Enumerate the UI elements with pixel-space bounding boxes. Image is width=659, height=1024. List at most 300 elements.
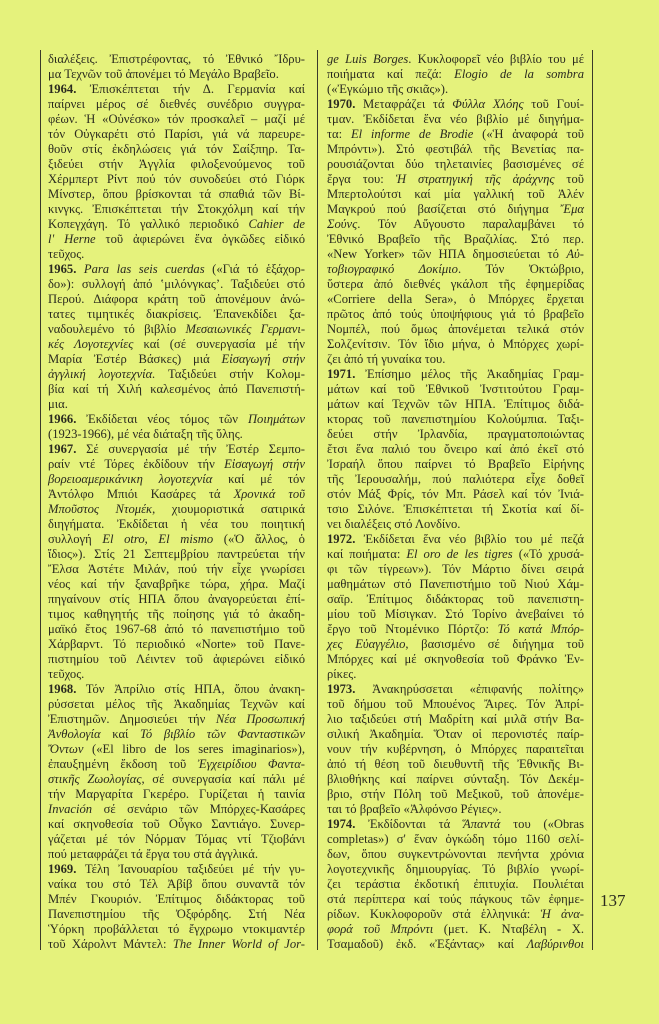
text-line — [48, 187, 305, 202]
text-segment: καί (σέ συνεργασία μέ τήν — [133, 337, 305, 351]
text-segment: ξιδεύει στήν Ἀγγλία φιλοξενούμενος τοῦ — [48, 157, 305, 171]
text-segment: Σολζενίτσιν. Τόν ἴδιο μήνα, ὁ Μπόρχες χωρί- — [327, 337, 584, 351]
text-segment: διηγήματα. Ἐκδίδεται ἡ νέα του ποιητική — [48, 517, 305, 531]
italic-title: Ὄντων — [48, 742, 84, 756]
text-line — [327, 742, 584, 757]
text-segment: (1923-1966), μέ νέα διάταξη τῆς ὕλης. — [48, 427, 243, 441]
text-line — [48, 877, 305, 892]
text-segment: Μίνστερ, ὅπου βρίσκονται τά σπαθιά τῶν Βί- — [48, 187, 305, 201]
text-segment: ποιήματα καί πεζά: — [327, 67, 455, 81]
italic-title: βορειοαμερικάνικη λογοτεχνία — [48, 472, 213, 486]
text-line — [48, 247, 305, 262]
text-segment: Τέλη Ἰανουαρίου ταξιδεύει μέ τήν γυ- — [76, 862, 305, 876]
text-line — [48, 292, 305, 307]
text-line — [48, 307, 305, 322]
text-line — [327, 667, 584, 682]
page-number: 137 — [600, 891, 626, 910]
text-segment: ρίκες. — [327, 667, 357, 681]
italic-title: χες Εὐαγγέλιο — [327, 637, 406, 651]
italic-title: στικῆς Ζωολογίας — [48, 772, 142, 786]
paragraph — [48, 52, 305, 82]
text-line — [327, 487, 584, 502]
text-segment: ἐπαυξημένη ἔκδοση τοῦ — [48, 757, 198, 771]
text-segment: μαϊκό ἔτος 1967-68 ἀπό τό πανεπιστήμιο τοῦ — [48, 622, 305, 636]
text-line — [48, 922, 305, 937]
text-line — [48, 457, 305, 472]
text-line — [327, 907, 584, 922]
text-line — [48, 637, 305, 652]
italic-title: Νέα Προσωπική — [215, 712, 305, 726]
text-segment: δων, ὅπου συγκεντρώνονται πενήντα χρόνια — [327, 847, 584, 861]
text-segment — [76, 262, 84, 276]
italic-title: El otro, El mismo — [102, 532, 214, 546]
italic-title: El informe de Brodie — [350, 127, 474, 141]
text-segment: Τόν Ἀπρίλιο στίς ΗΠΑ, ὅπου ἀνακη- — [76, 682, 305, 696]
text-segment: ραίν ντέ Τόρες ἐκδίδουν τήν — [48, 457, 225, 471]
text-line — [327, 577, 584, 592]
italic-title: Μεσαιωνικές Γερμανι- — [185, 322, 306, 336]
text-segment: δο»): συλλογή ἀπό ‛μιλόνγκας’. Ταξιδεύει στό — [48, 277, 305, 291]
text-line — [48, 442, 305, 457]
text-line — [48, 382, 305, 397]
text-segment: τοῦ Χάρολντ Μάντελ: — [48, 937, 173, 951]
italic-title: l' Herne — [48, 232, 96, 246]
italic-title: The Inner World of Jor- — [172, 937, 305, 951]
text-line — [48, 322, 305, 337]
text-segment: τεῦχος. — [48, 667, 85, 681]
text-segment: σιλική Ἀκαδημία. Ὅταν οἱ περονιστές παίρ- — [327, 727, 584, 741]
text-segment: Ὑόρκη προβάλλεται τό ἔγχρωμο ντοκιμαντέρ — [48, 922, 305, 936]
text-line — [48, 937, 305, 952]
text-segment: θοῦν στίς ἐκδηλώσεις γιά τόν Σαίξπηρ. Τα- — [48, 142, 305, 156]
year-heading: 1966. — [48, 412, 77, 426]
text-line — [327, 682, 584, 697]
italic-title: Σούνς — [327, 217, 358, 231]
italic-title: Para las seis cuerdas — [83, 262, 205, 276]
italic-title: ge Luis Borges — [327, 52, 409, 66]
text-segment: κτορας τοῦ πανεπιστημίου Κολούμπια. Ταξι- — [327, 412, 584, 426]
text-segment: Πανεπιστημίου τῆς Ὀξφόρδης. Στή Νέα — [48, 907, 305, 921]
center-column-rule — [317, 50, 318, 950]
text-segment: . Κυκλοφορεῖ νέο βιβλίο του μέ — [408, 52, 584, 66]
text-line — [327, 187, 584, 202]
text-line — [48, 757, 305, 772]
text-segment: Μπέν Γκουριόν. Ἐπίτιμος διδάκτορας τοῦ — [48, 892, 305, 906]
text-segment: μίου τοῦ Μίσιγκαν. Στό Τορίνο ἀνεβαίνει τό — [327, 607, 584, 621]
text-segment: ζει ἀπό τή γυναίκα του. — [327, 352, 446, 366]
text-segment: νέος καί τήν ξαναβρῆκε τώρα, χήρα. Μαζί — [48, 577, 305, 591]
text-line — [327, 67, 584, 82]
text-segment: Χάρβαρντ. Τό περιοδικό «Norte» τοῦ Πανε- — [48, 637, 305, 651]
text-segment: Ἰσραήλ ὅπου παίρνει τό Βραβεῖο Εἰρήνης — [327, 457, 584, 471]
text-segment: Ἐπιστημῶν. Δημοσιεύει τήν — [48, 712, 216, 726]
text-segment: ἴδιος»). Στίς 21 Σεπτεμβρίου παντρεύεται τήν — [48, 547, 305, 561]
text-line — [327, 247, 584, 262]
text-segment: «New Yorker» τῶν ΗΠΑ δημοσιεύεται τό — [327, 247, 567, 261]
text-segment: τόν Οὐγκαρέτι στό Παρίσι, γιά νά παρευρε- — [48, 127, 305, 141]
text-segment: πηγαίνουν στίς ΗΠΑ ὅπου ἀναγορεύεται ἐπί- — [48, 592, 305, 606]
text-line — [327, 772, 584, 787]
text-segment: τα: — [327, 127, 351, 141]
text-segment: σέ σενάριο τῶν Μπόρχες-Κασάρες — [92, 802, 305, 816]
text-line — [48, 892, 305, 907]
text-line — [48, 787, 305, 802]
text-line — [48, 682, 305, 697]
text-line — [327, 787, 584, 802]
text-line — [327, 472, 584, 487]
text-segment: τήν Μαργαρίτα Γκερέρο. Γυρίζεται ἡ ταινία — [48, 787, 305, 801]
text-line — [48, 577, 305, 592]
text-line — [327, 232, 584, 247]
text-line — [48, 817, 305, 832]
text-segment: τῆς Ἰερουσαλήμ, πού παλιότερα εἶχε δοθεῖ — [327, 472, 584, 486]
text-segment: ται τό βραβεῖο «Ἀλφόνσο Ρέγιες». — [327, 802, 502, 816]
text-line — [48, 607, 305, 622]
text-line — [327, 817, 584, 832]
text-segment: («El libro de los seres imaginarios»), — [83, 742, 305, 756]
left-text-column — [48, 52, 305, 952]
year-heading: 1967. — [48, 442, 77, 456]
text-segment: βριο, στήν Πόλη τοῦ Μεξικοῦ, τοῦ ἀπονέμε- — [327, 787, 584, 801]
text-segment: λιο ταξιδεύει στή Μαδρίτη καί μιλᾶ στήν Βα- — [327, 712, 584, 726]
text-segment: συλλογή — [48, 532, 103, 546]
italic-title: Εἰσαγωγή στήν — [221, 352, 305, 366]
text-segment: Μαρία Ἐστέρ Βάσκες) μιά — [48, 352, 222, 366]
text-line — [48, 832, 305, 847]
text-segment: παίρνει μέρος σέ διεθνές συνέδριο συγγρα- — [48, 97, 305, 111]
italic-title: Ποιημάτων — [247, 412, 305, 426]
text-line — [327, 712, 584, 727]
text-line — [48, 487, 305, 502]
text-line — [327, 727, 584, 742]
text-segment: . Τόν Αὔγουστο παραλαμβάνει τό — [357, 217, 584, 231]
text-line — [48, 232, 305, 247]
text-line — [327, 802, 584, 817]
text-line — [48, 562, 305, 577]
text-segment: Ἔλσα Ἀστέτε Μιλάν, πού τήν εἶχε γνωρίσει — [48, 562, 305, 576]
year-heading: 1973. — [327, 682, 356, 696]
italic-title: Μποῦστος Ντομέκ — [48, 502, 153, 516]
text-line — [48, 67, 305, 82]
text-segment: Ἐθνικό Βραβεῖο τῆς Βραζιλίας. Στό περ. — [327, 232, 584, 246]
text-line — [48, 667, 305, 682]
paragraph — [327, 97, 584, 367]
text-line — [48, 82, 305, 97]
text-segment: ναδουλεμένο τό βιβλίο — [48, 322, 186, 336]
text-line — [48, 217, 305, 232]
text-line — [327, 592, 584, 607]
text-line — [327, 502, 584, 517]
italic-title: φορά τοῦ Μπρόντι — [327, 922, 434, 936]
italic-title: Ἅπαντά — [463, 817, 501, 831]
text-line — [327, 427, 584, 442]
text-segment: Ἐκδίδεται ἕνα νέο βιβλίο του μέ πεζά — [355, 532, 584, 546]
italic-title: Elogio de la sombra — [454, 67, 584, 81]
text-segment: Μπερτολούτσι καί μία γαλλική τοῦ Ἀλέν — [327, 187, 584, 201]
text-segment: Χέρμπερτ Ρίντ πού τόν συνοδεύει στό Γιόρκ — [48, 172, 305, 186]
text-line — [327, 442, 584, 457]
text-line — [48, 97, 305, 112]
text-segment: μαθημάτων στό Πανεπιστήμιο τοῦ Νιού Χάμ- — [327, 577, 584, 591]
text-segment: Μεταφράζει τά — [355, 97, 453, 111]
text-line — [327, 97, 584, 112]
text-segment: σαϊρ. Ἐπίτιμος διδάκτορας τοῦ πανεπιστη- — [327, 592, 584, 606]
text-segment: ρίδων. Κυκλοφοροῦν στά ἑλληνικά: — [327, 907, 541, 921]
paragraph — [327, 52, 584, 97]
text-segment: βία καί τή Χιλή καλεσμένος ἀπό Πανεπιστή- — [48, 382, 305, 396]
text-segment: Ἐπίσημο μέλος τῆς Ἀκαδημίας Γραμ- — [355, 367, 584, 381]
italic-title: Ἔμα — [560, 202, 584, 216]
text-line — [327, 307, 584, 322]
text-segment: φι τῶν τίγρεων»). Τόν Μάρτιο δίνει σειρά — [327, 562, 584, 576]
italic-title: κές Λογοτεχνίες — [48, 337, 134, 351]
text-segment: φέων. Ἡ «Οὐνέσκο» τόν προσκαλεῖ – μαζί μέ — [48, 112, 305, 126]
text-segment: λογοτεχνικῆς δημιουργίας. Τό βιβλίο γνωρί- — [327, 862, 584, 876]
text-line — [48, 907, 305, 922]
text-line — [327, 532, 584, 547]
year-heading: 1971. — [327, 367, 356, 381]
year-heading: 1972. — [327, 532, 356, 546]
italic-title: Φύλλα Χλόης — [452, 97, 524, 111]
text-line — [48, 277, 305, 292]
text-segment: καί μέ τόν — [212, 472, 306, 486]
italic-title: Ἐγχειρίδιου Φαντα- — [197, 757, 305, 771]
year-heading: 1969. — [48, 862, 77, 876]
text-line — [327, 172, 584, 187]
text-segment: τοῦ Γουί- — [523, 97, 584, 111]
text-line — [327, 157, 584, 172]
text-line — [327, 892, 584, 907]
paragraph — [48, 82, 305, 262]
text-line — [48, 142, 305, 157]
italic-title: τοβιογραφικό Δοκίμιο — [327, 262, 458, 276]
text-segment: («Γιά τό ἑξάχορ- — [204, 262, 305, 276]
italic-title: Τό κατά Μπόρ- — [497, 622, 585, 636]
text-segment: νει διαλέξεις στό Λονδίνο. — [327, 517, 461, 531]
text-segment: Ἐκδίδονται τά — [355, 817, 464, 831]
text-segment: Μπόρχες καί μέ σκηνοθεσία τοῦ Φράνκο Ἐν- — [327, 652, 584, 666]
text-segment: («Ἡ ἀναφορά τοῦ — [473, 127, 584, 141]
year-heading: 1965. — [48, 262, 77, 276]
italic-title: Εἰσαγωγή στήν — [224, 457, 305, 471]
text-line — [48, 202, 305, 217]
text-line — [327, 142, 584, 157]
text-segment: βλιοθήκης καί παίρνει σύνταξη. Τόν Δεκέμ- — [327, 772, 584, 786]
text-segment: Ἐκδίδεται νέος τόμος τῶν — [76, 412, 248, 426]
text-line — [327, 922, 584, 937]
italic-title: Τό βιβλίο τῶν Φανταστικῶν — [140, 727, 305, 741]
text-line — [48, 112, 305, 127]
text-segment: του («Obras — [500, 817, 584, 831]
year-heading: 1964. — [48, 82, 77, 96]
text-line — [48, 742, 305, 757]
text-line — [48, 52, 305, 67]
text-segment: completas») σ' ἕναν ὀγκώδη τόμο 1160 σελί- — [327, 832, 584, 846]
text-line — [327, 877, 584, 892]
text-segment: πρῶτος ἀπό τούς ὑποψήφιους γιά τό βραβεῖο — [327, 307, 584, 321]
text-line — [327, 517, 584, 532]
text-line — [48, 547, 305, 562]
text-segment: (μετ. Κ. Νταβέλη - Χ. — [433, 922, 584, 936]
text-segment: τμαν. Ἐκδίδεται ἕνα νέο βιβλίο μέ διηγήμα- — [327, 112, 584, 126]
text-segment: τεῦχος. — [48, 247, 85, 261]
text-segment: Ἐπισκέπτεται τήν Δ. Γερμανία καί — [76, 82, 305, 96]
text-line — [48, 697, 305, 712]
text-segment: ἀπό τή θέση τοῦ διευθυντῆ τῆς Ἐθνικῆς Βι- — [327, 757, 584, 771]
text-line — [327, 547, 584, 562]
text-segment: , χιουμοριστικά σατιρικά — [152, 502, 305, 516]
text-line — [327, 637, 584, 652]
text-line — [327, 832, 584, 847]
text-segment: μάτων καί τοῦ Ἐθνικοῦ Ἰνστιτούτου Γραμ- — [327, 382, 584, 396]
paragraph — [327, 532, 584, 682]
text-line — [327, 337, 584, 352]
text-segment: Κοπεγχάγη. Τό γαλλικό περιοδικό — [48, 217, 249, 231]
text-line — [48, 262, 305, 277]
text-segment: ἔτσι ἕνα παλιό του ὄνειρο καί ἀπό ἐκεῖ στό — [327, 442, 584, 456]
paragraph — [48, 262, 305, 412]
text-segment: μα Τεχνῶν τοῦ ἀπονέμει τό Μεγάλο Βραβεῖο. — [48, 67, 279, 81]
paragraph — [48, 862, 305, 952]
text-segment: τατες τιμητικές διακρίσεις. Ἐπανεκδίδει ξα- — [48, 307, 305, 321]
italic-title: Ἡ ἀνα- — [540, 907, 584, 921]
text-line — [48, 727, 305, 742]
italic-title: Αὐ- — [566, 247, 584, 261]
text-line — [48, 802, 305, 817]
text-segment: Ταξιδεύει στήν Κολομ- — [155, 367, 305, 381]
text-segment: τσιο Σιλόνε. Ἐπισκέπτεται τή Σκοτία καί δί- — [327, 502, 584, 516]
italic-title: Λαβύρινθοι — [526, 937, 584, 951]
text-segment: νουν τήν κυβέρνηση, ὁ Μπόρχες παραιτεῖται — [327, 742, 584, 756]
text-segment: Περού. Διάφορα κράτη τοῦ ἀπονέμουν ἀνώ- — [48, 292, 305, 306]
right-column-rule — [592, 50, 593, 950]
text-segment: στόν Μάξ Φρίς, τόν Μπ. Ράσελ καί τόν Ἰνιά- — [327, 487, 584, 501]
text-line — [48, 472, 305, 487]
paragraph — [327, 367, 584, 532]
text-line — [48, 337, 305, 352]
text-line — [327, 217, 584, 232]
year-heading: 1974. — [327, 817, 356, 831]
italic-title: Cahier de — [248, 217, 305, 231]
text-line — [327, 412, 584, 427]
italic-title: El oro de les tigres — [406, 547, 513, 561]
text-segment: Νομπέλ, πού ὅμως ἀπονέμεται τελικά στόν — [327, 322, 584, 336]
text-segment: «Corriere della Sera», ὁ Μπόρχες ἔρχεται — [327, 292, 584, 306]
italic-title: Invación — [48, 802, 93, 816]
text-segment: ναίκα του στό Τέλ Ἀβίβ ὅπου συναντᾶ τόν — [48, 877, 305, 891]
right-text-column — [327, 52, 584, 952]
text-segment: Τσαμαδοῦ) ἐκδ. «Ἐξάντας» καί — [327, 937, 527, 951]
text-line — [327, 622, 584, 637]
italic-title: ἀγγλική λογοτεχνία. — [48, 367, 156, 381]
text-line — [48, 652, 305, 667]
text-segment: τοῦ δήμου τοῦ Μπουένος Ἄιρες. Τόν Ἀπρί- — [327, 697, 584, 711]
text-line — [327, 322, 584, 337]
text-segment: Μαγκρού πού βασίζεται στό διήγημα — [327, 202, 561, 216]
paragraph — [48, 682, 305, 862]
text-line — [327, 292, 584, 307]
text-line — [327, 277, 584, 292]
text-segment: («Ὁ ἄλλος, ὁ — [213, 532, 305, 546]
text-segment: μια. — [48, 397, 68, 411]
text-segment: Ἀνακηρύσσεται «ἐπιφανής πολίτης» — [355, 682, 584, 696]
text-line — [327, 127, 584, 142]
year-heading: 1968. — [48, 682, 77, 696]
text-segment: καί — [100, 727, 141, 741]
text-line — [48, 847, 305, 862]
text-line — [327, 367, 584, 382]
text-line — [48, 157, 305, 172]
text-segment: ζει τεράστια ἐκδοτική ἐπιτυχία. Πουλιέται — [327, 877, 584, 891]
text-line — [327, 757, 584, 772]
text-line — [48, 367, 305, 382]
text-line — [48, 397, 305, 412]
text-line — [327, 382, 584, 397]
text-segment: στά περίπτερα καί τούς πάγκους τῶν ἐφημε- — [327, 892, 584, 906]
text-line — [48, 502, 305, 517]
text-line — [327, 52, 584, 67]
year-heading: 1970. — [327, 97, 356, 111]
text-segment: , βασισμένο σέ διήγημα τοῦ — [405, 637, 584, 651]
text-line — [48, 592, 305, 607]
text-line — [327, 352, 584, 367]
text-line — [327, 202, 584, 217]
text-segment: («Τό χρυσά- — [512, 547, 584, 561]
text-line — [48, 517, 305, 532]
text-segment: («Ἐγκώμιο τῆς σκιᾶς»). — [327, 82, 449, 96]
text-line — [48, 352, 305, 367]
text-line — [327, 457, 584, 472]
italic-title: Ἡ στρατηγική τῆς ἀράχνης — [395, 172, 555, 186]
text-line — [48, 412, 305, 427]
text-segment: δεύει στήν Ἰρλανδία, πραγματοποιώντας — [327, 427, 584, 441]
text-line — [48, 712, 305, 727]
text-segment: . Τόν Ὀκτώβριο, — [457, 262, 585, 276]
text-line — [327, 862, 584, 877]
paragraph — [48, 412, 305, 442]
text-segment: ρύσσεται μέλος τῆς Ἀκαδημίας Τεχνῶν καί — [48, 697, 305, 711]
text-line — [48, 772, 305, 787]
text-line — [48, 532, 305, 547]
text-segment: τιμος καθηγητής τῆς ποίησης γιά τό ἀκαδη- — [48, 607, 305, 621]
text-segment: Μπρόντι»). Στό φεστιβάλ τῆς Βενετίας πα- — [327, 142, 584, 156]
text-line — [327, 607, 584, 622]
text-line — [327, 262, 584, 277]
text-line — [327, 937, 584, 952]
text-segment: διαλέξεις. Ἐπιστρέφοντας, τό Ἐθνικό Ἴδρυ- — [48, 52, 305, 66]
paragraph — [327, 682, 584, 817]
text-line — [48, 127, 305, 142]
text-line — [48, 622, 305, 637]
italic-title: Ἀνθολογία — [48, 727, 101, 741]
text-line — [48, 862, 305, 877]
text-segment: ρουσιάζονται δύο τηλεταινίες βασισμένες σέ — [327, 157, 584, 171]
text-segment: γάζεται μέ τόν Νόρμαν Τόμας ντί Τζιοβάνι — [48, 832, 305, 846]
text-line — [48, 172, 305, 187]
text-line — [327, 562, 584, 577]
text-segment: μάτων καί Τεχνῶν τῶν ΗΠΑ. Ἐπίτιμος διδά- — [327, 397, 584, 411]
text-line — [327, 397, 584, 412]
italic-title: Χρονικά τοῦ — [233, 487, 305, 501]
text-segment: κινγκς. Ἐπισκέπτεται τήν Στοκχόλμη καί τήν — [48, 202, 305, 216]
text-segment: πιστημίου τοῦ Λέιντεν τοῦ ἀφιερώνει εἰδικό — [48, 652, 305, 666]
text-segment: , σέ συνεργασία καί πάλι μέ — [141, 772, 305, 786]
text-segment: Ἀντόλφο Μπιόι Κασάρες τά — [48, 487, 234, 501]
left-column-rule — [40, 50, 41, 950]
text-line — [327, 652, 584, 667]
paragraph — [48, 442, 305, 682]
text-segment: ἔργο τοῦ Ντομένικο Πόρτζο: — [327, 622, 498, 636]
